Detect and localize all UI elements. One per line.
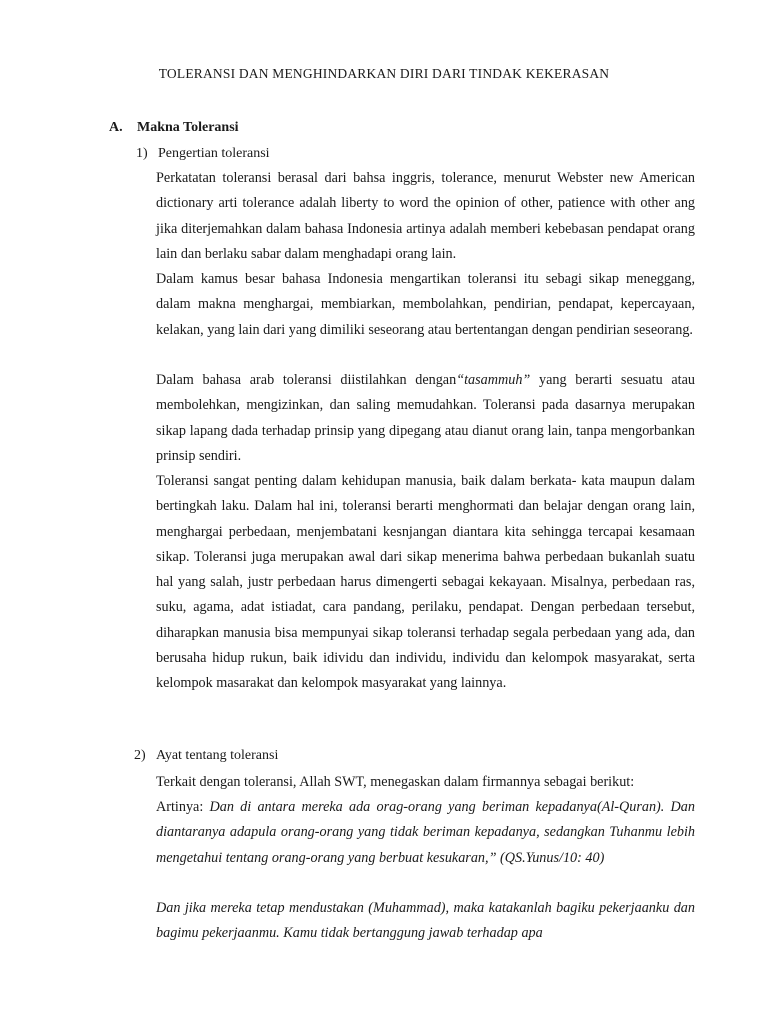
verse-translation-1 [156, 795, 695, 871]
item-heading-2 [134, 748, 278, 764]
page-title: TOLERANSI DAN MENGHINDARKAN DIRI DARI TINDAK KEKERASAN [158, 66, 610, 81]
section-letter: A. [109, 120, 123, 135]
paragraph-arabic [156, 368, 695, 469]
paragraph-etymology: Perkatatan toleransi berasal dari bahsa inggris, tolerance, menurut Webster new American dictionary arti tolerance adalah liberty to word the opinion of other, patience with other ang jika diterjemahkan dalam bahasa Indonesia artinya adalah memberi kebebasan pendapat orang lain dan berlaku sabar dalam menghadapi orang lain. [156, 170, 695, 262]
item-label: Ayat tentang toleransi [156, 748, 279, 763]
item-label: Pengertian toleransi [158, 146, 270, 161]
item-number: 2) [134, 748, 146, 763]
paragraph-arabic-after: yang berarti sesuatu atau membolehkan, mengizinkan, dan saling memudahkan. Toleransi pada dasarnya merupakan sikap lapang dada terhadap prinsip yang dipegang atau dianut orang lain, tanpa mengorbankan prinsip sendiri. [156, 372, 695, 464]
item-number: 1) [136, 146, 148, 161]
paragraph-intro: Terkait dengan toleransi, Allah SWT, menegaskan dalam firmannya sebagai berikut: [156, 774, 635, 790]
section-label: Makna Toleransi [137, 120, 239, 135]
verse-text-2: Dan jika mereka tetap mendustakan (Muhammad), maka katakanlah bagiku pekerjaanku dan bagimu pekerjaanmu. Kamu tidak bertanggung jawab terhadap apa [156, 900, 695, 942]
verse-translation-2 [156, 896, 695, 947]
paragraph-importance: Toleransi sangat penting dalam kehidupan manusia, baik dalam berkata- kata maupun dalam bertingkah laku. Dalam hal ini, toleransi berarti menghormati dan belajar dengan orang lain, menghargai perbedaan, menjembatani kesnjangan diantara kita sehingga tercapai kesamaan sikap. Toleransi juga merupakan awal dari sikap menerima bahwa perbedaan bukanlah suatu hal yang salah, justr perbedaan harus dimengerti sebagai kekayaan. Misalnya, perbedaan ras, suku, agama, adat istiadat, cara pandang, perilaku, pendapat. Dengan perbedaan tersebut, diharapkan manusia bisa mempunyai sikap toleransi terhadap segala perbedaan yang ada, dan berusaha hidup rukun, baik idividu dan individu, individu dan kelompok masyarakat, serta kelompok masarakat dan kelompok masyarakat yang lainnya. [156, 473, 695, 692]
section-heading-a [109, 120, 239, 136]
artinya-label: Artinya: [156, 799, 204, 815]
tasammuh-term: “tasammuh” [456, 372, 531, 388]
paragraph-arabic-before: Dalam bahasa arab toleransi diistilahkan dengan [156, 372, 457, 388]
paragraph-kbbi: Dalam kamus besar bahasa Indonesia mengartikan toleransi itu sebagi sikap meneggang, dalam makna menghargai, membiarkan, membolahkan, pendirian, pendapat, kepercayaan, kelakan, yang lain dari yang dimiliki seseorang atau bertentangan dengan pendirian seseorang. [156, 271, 695, 338]
item-heading-1 [136, 146, 270, 162]
verse-text-1: Dan di antara mereka ada orag-orang yang beriman kepadanya(Al-Quran). Dan diantaranya adapula orang-orang yang tidak beriman kepadanya, sedangkan Tuhanmu lebih mengetahui tentang orang-orang yang berbuat kesukaran,” (QS.Yunus/10: 40) [156, 799, 695, 866]
